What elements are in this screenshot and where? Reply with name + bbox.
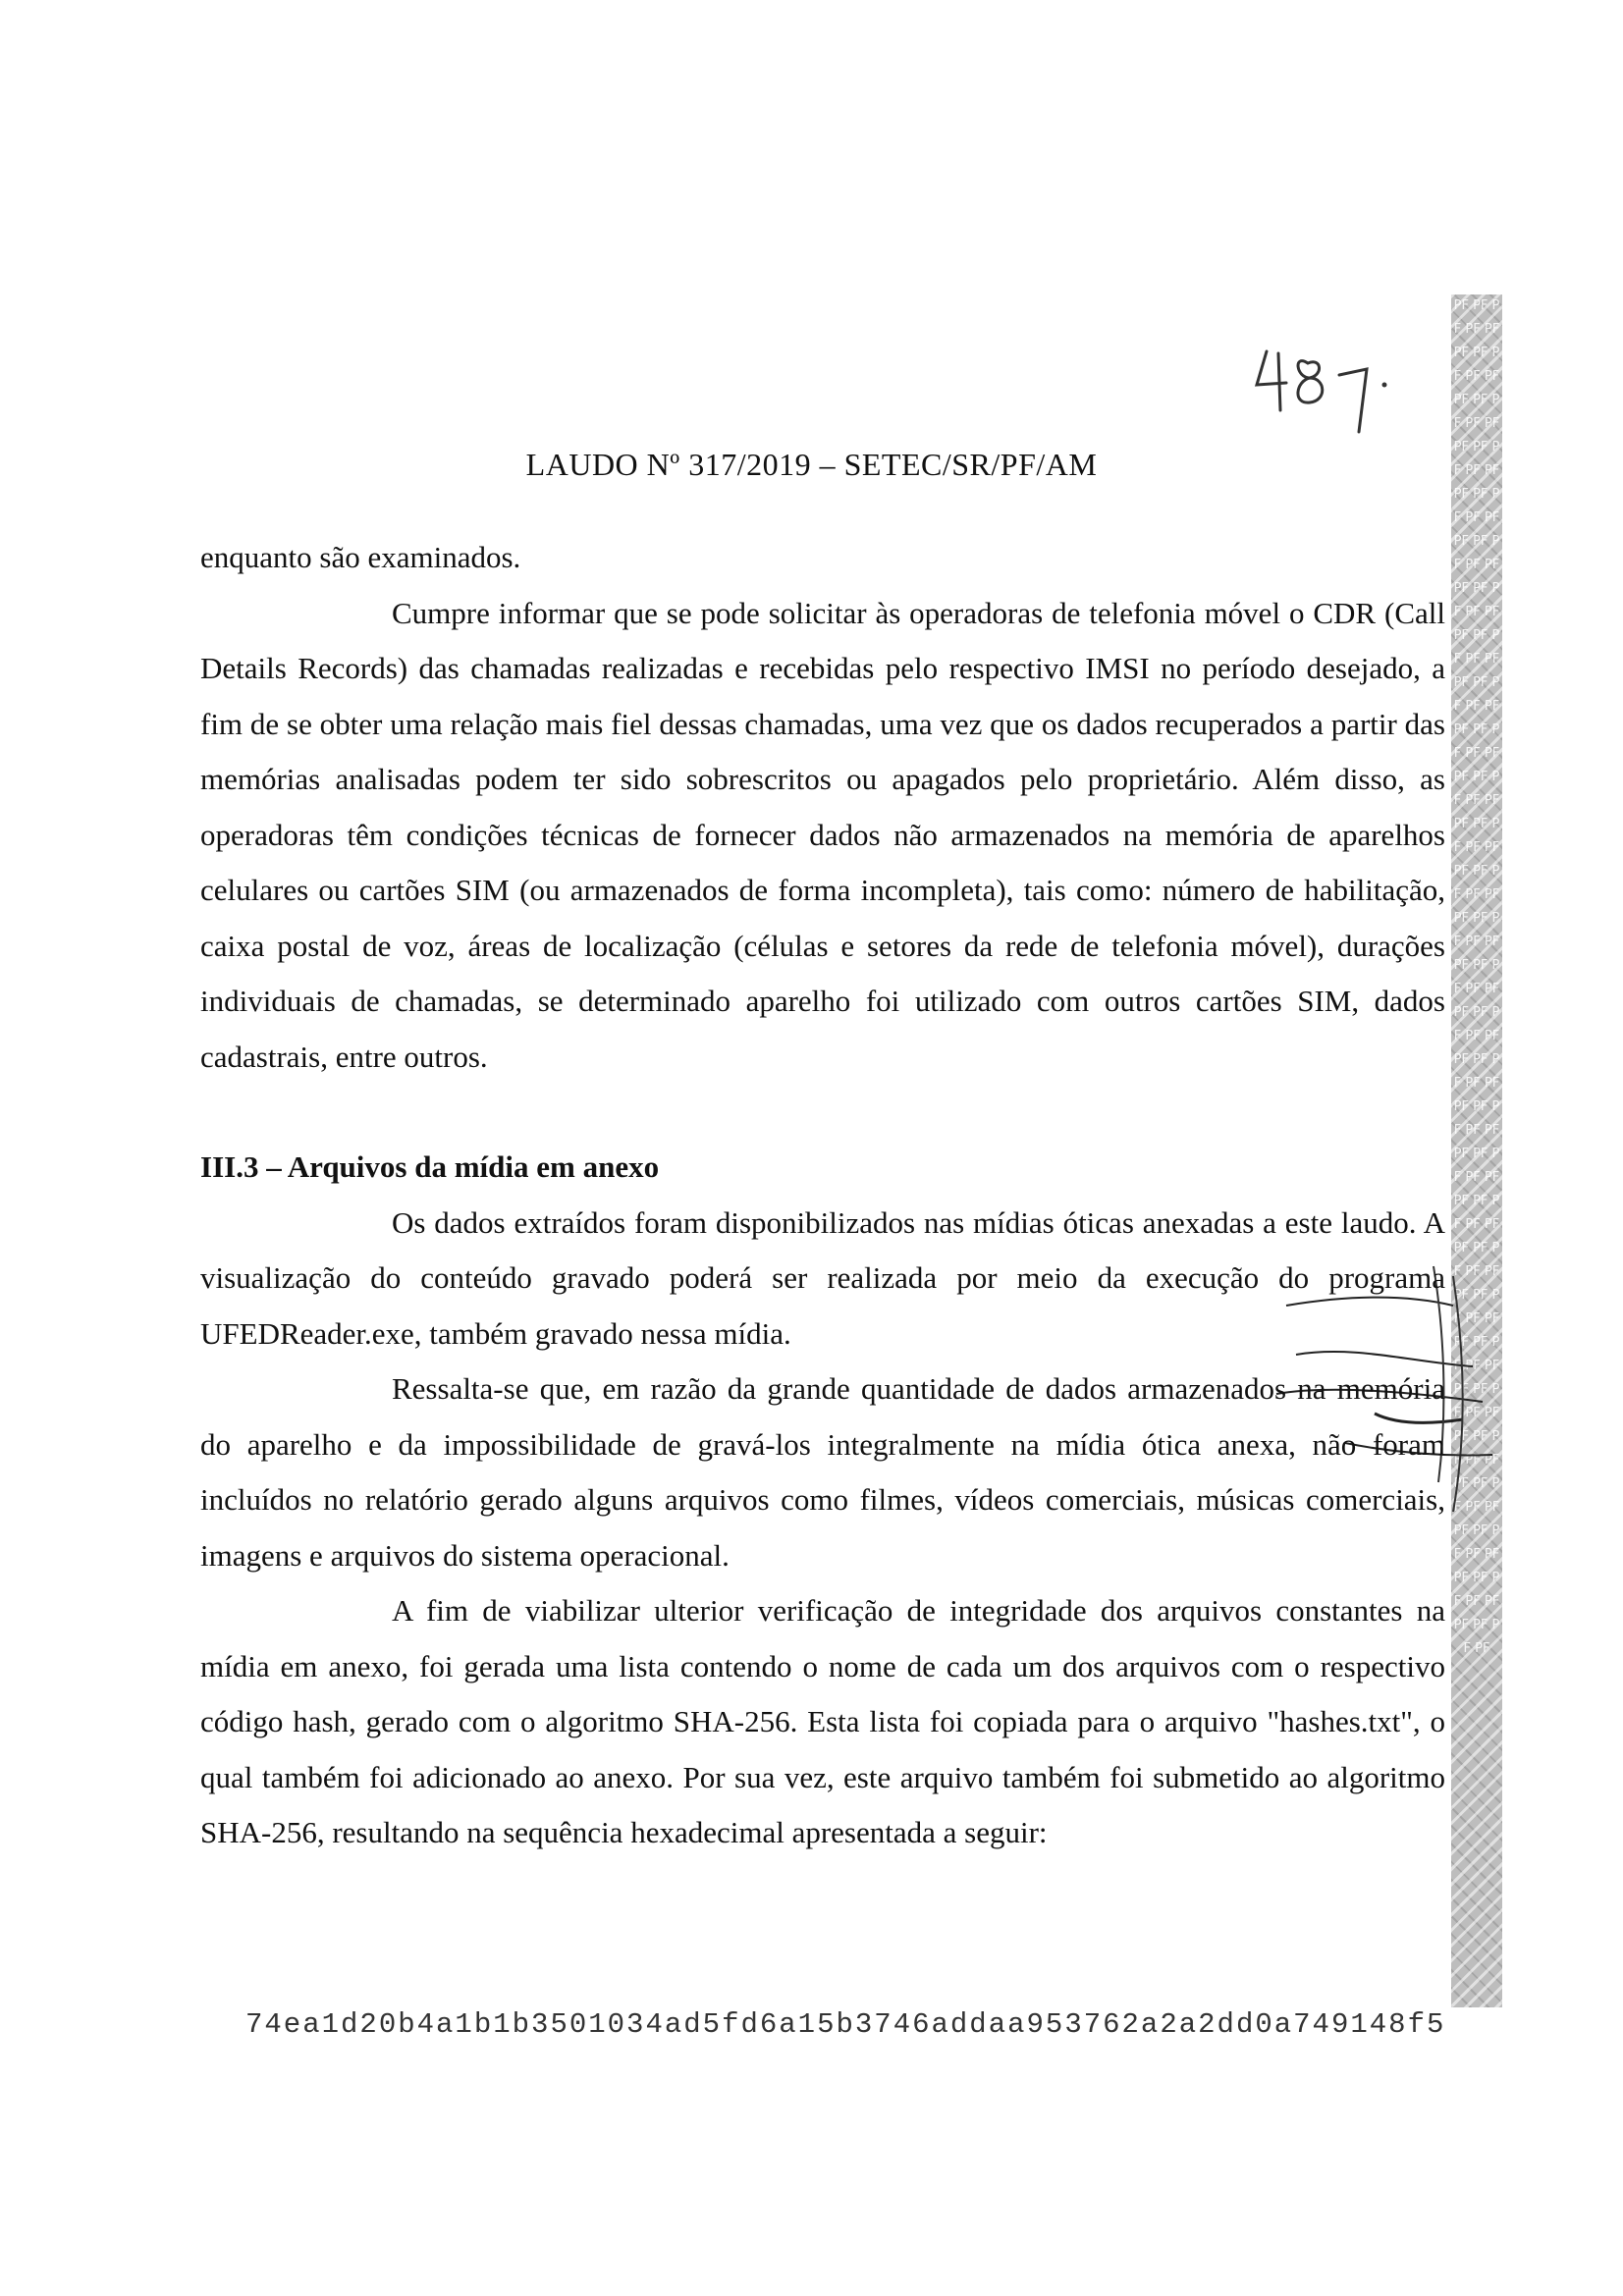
- handwritten-page-number: [1249, 324, 1426, 442]
- hash-value-cut-off: [245, 1998, 1446, 2041]
- hash-paragraph: A fim de viabilizar ulterior verificação de integridade dos arquivos constantes na mídia em anexo, foi gerada uma lista contendo o nome de cada um dos arquivos com o respectivo código hash, gerado com o algoritmo SHA-256. Esta lista foi copiada para o arquivo "hashes.txt", o qual também foi adicionado ao anexo. Por sua vez, este arquivo também foi submetido ao algoritmo SHA-256, resultando na sequência hexadecimal apresentada a seguir:: [200, 1593, 1445, 1849]
- report-body: [200, 530, 1445, 1861]
- report-header: LAUDO Nº 317/2019 – SETEC/SR/PF/AM: [525, 447, 1098, 482]
- security-margin-strip: [1451, 294, 1502, 2007]
- continuation-paragraph: enquanto são examinados.: [200, 540, 521, 574]
- security-strip-pattern: PF PF PF PF PF PF PF PF PF PF PF PF PF PF PF PF PF PF PF PF PF PF PF PF PF PF PF PF PF PF PF PF PF PF PF PF PF PF PF PF PF PF PF PF PF PF PF PF PF PF PF PF PF PF PF PF PF PF PF PF PF PF PF PF PF PF PF PF PF PF PF PF PF PF PF PF PF PF PF PF PF PF PF PF PF PF PF PF PF PF PF PF PF PF PF PF PF PF PF PF PF PF PF PF PF PF PF PF PF PF PF PF PF PF PF PF PF PF PF PF PF PF PF PF PF PF PF PF PF PF PF PF PF PF PF PF PF PF PF PF PF PF PF PF: [1453, 298, 1500, 1656]
- media-paragraph: Os dados extraídos foram disponibilizados nas mídias óticas anexadas a este laudo. A visualização do conteúdo gravado poderá ser realizada por meio da execução do programa UFEDReader.exe, também gravado nessa mídia.: [200, 1204, 1445, 1351]
- exclusion-paragraph: Ressalta-se que, em razão da grande quantidade de dados armazenados na memória do aparelho e da impossibilidade de gravá-los integralmente na mídia ótica anexa, não foram incluídos no relatório gerado alguns arquivos como filmes, vídeos comerciais, músicas comerciais, imagens e arquivos do sistema operacional.: [200, 1371, 1445, 1573]
- section-heading: III.3 – Arquivos da mídia em anexo: [200, 1149, 660, 1184]
- cdr-paragraph: Cumpre informar que se pode solicitar às operadoras de telefonia móvel o CDR (Call Details Records) das chamadas realizadas e recebidas pelo respectivo IMSI no período desejado, a fim de se obter uma relação mais fiel dessas chamadas, uma vez que os dados recuperados a partir das memórias analisadas podem ter sido sobrescritos ou apagados pelo proprietário. Além disso, as operadoras têm condições técnicas de fornecer dados não armazenados na memória de aparelhos celulares ou cartões SIM (ou armazenados de forma incompleta), tais como: número de habilitação, caixa postal de voz, áreas de localização (células e setores da rede de telefonia móvel), durações individuais de chamadas, se determinado aparelho foi utilizado com outros cartões SIM, dados cadastrais, entre outros.: [200, 595, 1445, 1074]
- hash-value: 74ea1d20b4a1b1b3501034ad5fd6a15b3746addaa953762a2a2dd0a749148f5: [245, 2008, 1446, 2041]
